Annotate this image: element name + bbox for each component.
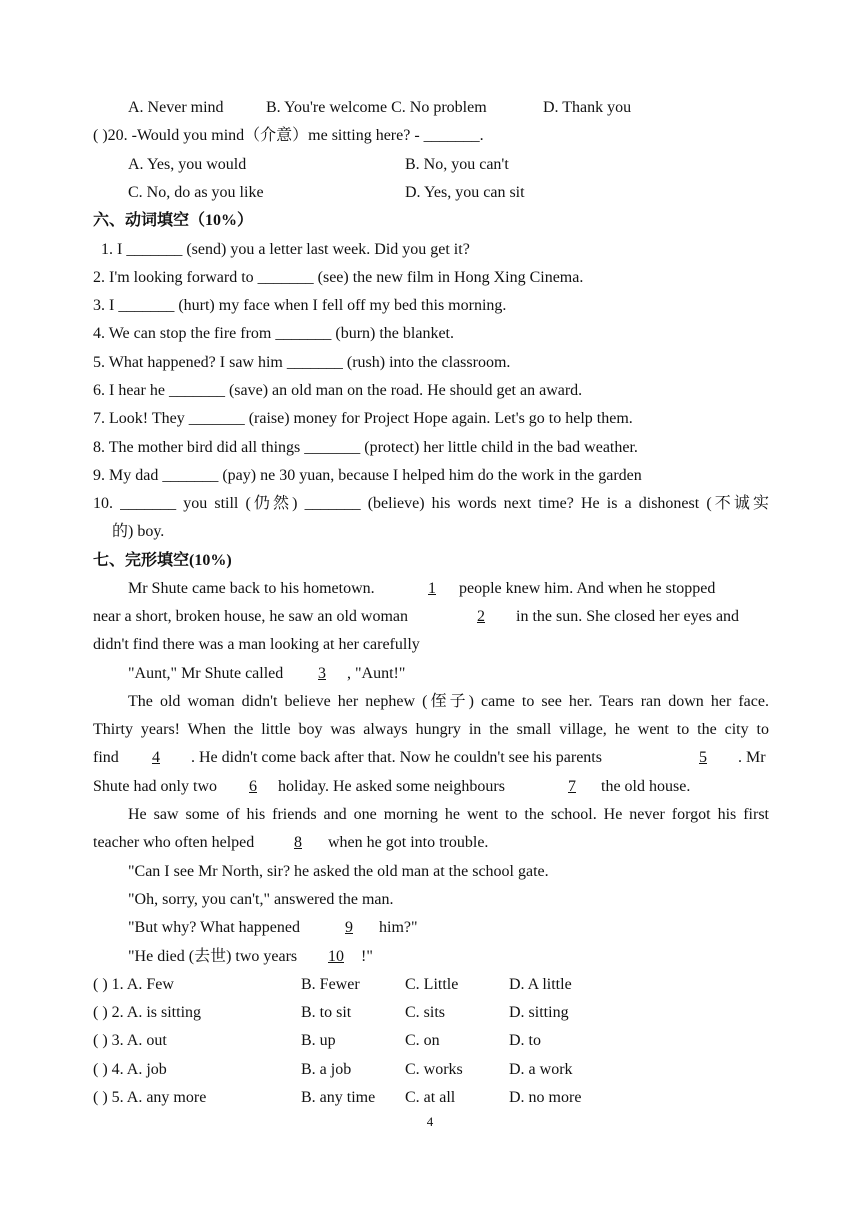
blank-4: 4 [152,749,160,766]
section6-item: 4. We can stop the fire from _______ (burn) the blanket. [93,325,454,342]
section7-heading: 七、完形填空(10%) [93,552,232,569]
section6-item: 8. The mother bird did all things _______ (protect) her little child in the bad weather. [93,439,638,456]
section6-item: 5. What happened? I saw him _______ (rush) into the classroom. [93,354,511,371]
q19-option-bc: B. You're welcome C. No problem [266,99,487,116]
passage-line: "Oh, sorry, you can't," answered the man. [128,891,394,908]
passage-line: didn't find there was a man looking at her carefully [93,636,420,653]
passage-line: The old woman didn't believe her nephew (侄子) came to see her. Tears ran down her face. [128,693,769,710]
section6-item-continued: 的) boy. [112,523,165,540]
q19-option-a: A. Never mind [128,99,224,116]
blank-7: 7 [568,778,576,795]
passage-line: He saw some of his friends and one morning he went to the school. He never forgot his first [128,806,769,823]
blank-3: 3 [318,665,326,682]
q20-stem: ( )20. -Would you mind（介意）me sitting here? - _______. [93,127,484,144]
blank-8: 8 [294,834,302,851]
passage-line: "Can I see Mr North, sir? he asked the old man at the school gate. [128,863,549,880]
section6-item: 10. _______ you still (仍然) _______ (believe) his words next time? He is a dishonest (不诚实 [93,495,769,512]
q20-option-d: D. Yes, you can sit [405,184,525,201]
section6-item: 7. Look! They _______ (raise) money for Project Hope again. Let's go to help them. [93,410,633,427]
section6-item: 1. I _______ (send) you a letter last week. Did you get it? [101,241,470,258]
section6-heading: 六、动词填空（10%） [93,212,254,229]
blank-1: 1 [428,580,436,597]
q20-option-a: A. Yes, you would [128,156,247,173]
blank-9: 9 [345,919,353,936]
q20-option-b: B. No, you can't [405,156,509,173]
section6-item: 2. I'm looking forward to _______ (see) the new film in Hong Xing Cinema. [93,269,584,286]
exam-page: A. Never mind B. You're welcome C. No problem D. Thank you ( )20. -Would you mind（介意）me sitting here? - _______. A. Yes, you would B. No, you can't C. No, do as you like D. Yes, you can sit 六、动词填空（10%） 1. I _______ (send) you a letter last week. Did you get it? 2. I'm looking forward to _______ (see) the new film in Hong Xing Cinema. 3. I _______ (hurt) my face when I fell off my bed this morning. 4. We can stop the fire from _______ (burn) the blanket. 5. What happened? I saw him _______ (rush) into the classroom. 6. I hear he _______ (save) an old man on the road. He should get an award. 7. Look! They _______ (raise) money for Project Hope again. Let's go to help them. 8. The mother bird did all things _______ (protect) her little child in the bad weather. 9. My dad _______ (pay) ne 30 yuan, because I helped him do the work in the garden 10. _______ you still (仍然) _______ (believe) his words next time? He is a dishonest (不诚实 的) boy. 七、完形填空(10%) Mr Shute came back to his hometown. 1 people knew him. And when he stopped near a short, broken house, he saw an old woman 2 in the sun. She closed her eyes and didn't find there was a man looking at her carefully "Aunt," Mr Shute called 3 , "Aunt!" The old woman didn't believe her nephew (侄子) came to see her. Tears ran down her face. Thirty years! When the little boy was always hungry in the small village, he went to the city to find 4 . He didn't come back after that. Now he couldn't see his parents 5 . Mr Shute had only two 6 holiday. He asked some neighbours 7 the old house. He saw some of his friends and one morning he went to the school. He never forgot his first teacher who often helped 8 when he got into trouble. "Can I see Mr North, sir? he asked the old man at the school gate. "Oh, sorry, you can't," answered the man. "But why? What happened 9 him?" "He died (去世) two years 10 !" ( ) 1. A. Few B. Fewer C. Little D. A little ( ) 2. A. is sitting B. to sit C. sits D. sitting ( ) 3. A. out B. up C. on D. to ( ) 4. A. job B. a job C. works D. a work ( ) 5. A. any more B. any time C. at all D. no more 4 [0,0,860,1215]
page-number: 4 [426,1114,434,1129]
passage-line: Thirty years! When the little boy was always hungry in the small village, he went to the city to [93,721,769,738]
q20-option-c: C. No, do as you like [128,184,264,201]
section6-item: 9. My dad _______ (pay) ne 30 yuan, because I helped him do the work in the garden [93,467,642,484]
section6-item: 6. I hear he _______ (save) an old man on the road. He should get an award. [93,382,583,399]
q19-option-d: D. Thank you [543,99,632,116]
blank-5: 5 [699,749,707,766]
blank-2: 2 [477,608,485,625]
section6-item: 3. I _______ (hurt) my face when I fell off my bed this morning. [93,297,507,314]
blank-10: 10 [328,948,344,965]
blank-6: 6 [249,778,257,795]
